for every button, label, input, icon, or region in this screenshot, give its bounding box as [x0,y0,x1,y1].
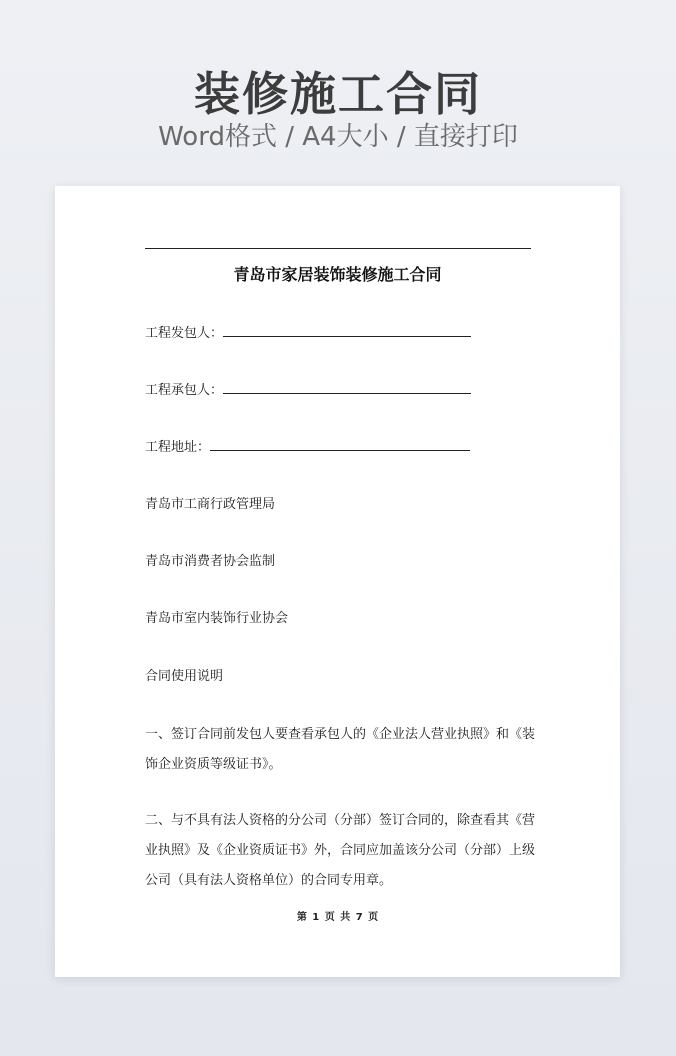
org-line: 青岛市工商行政管理局 [145,497,276,512]
paragraph: 二、与不具有法人资格的分公司（分部）签订合同的，除查看其《营业执照》及《企业资质证书》外，合同应加盖该分公司（分部）上级公司（具有法人资格单位）的合同专用章。 [145,813,536,888]
field-contractor-blank [223,379,471,394]
paragraph: 一、签订合同前发包人要查看承包人的《企业法人营业执照》和《装饰企业资质等级证书》。 [145,727,536,772]
field-employer [145,322,471,345]
document-page [55,186,620,977]
page-footer: 第 1 页 共 7 页 [296,912,379,923]
field-employer-blank [223,322,471,337]
field-address [145,436,470,459]
banner-subtitle: Word格式 / A4大小 / 直接打印 [158,122,518,152]
org-line: 青岛市室内装饰行业协会 [145,611,289,626]
field-address-label: 工程地址： [145,440,211,455]
section-heading: 合同使用说明 [145,669,224,684]
banner-title: 装修施工合同 [194,67,482,121]
field-employer-label: 工程发包人： [145,326,224,341]
field-contractor [145,379,471,402]
org-line: 青岛市消费者协会监制 [145,554,276,569]
header-rule [145,248,531,249]
document-title: 青岛市家居装饰装修施工合同 [233,265,442,284]
field-address-blank [210,436,470,451]
field-contractor-label: 工程承包人： [145,383,224,398]
